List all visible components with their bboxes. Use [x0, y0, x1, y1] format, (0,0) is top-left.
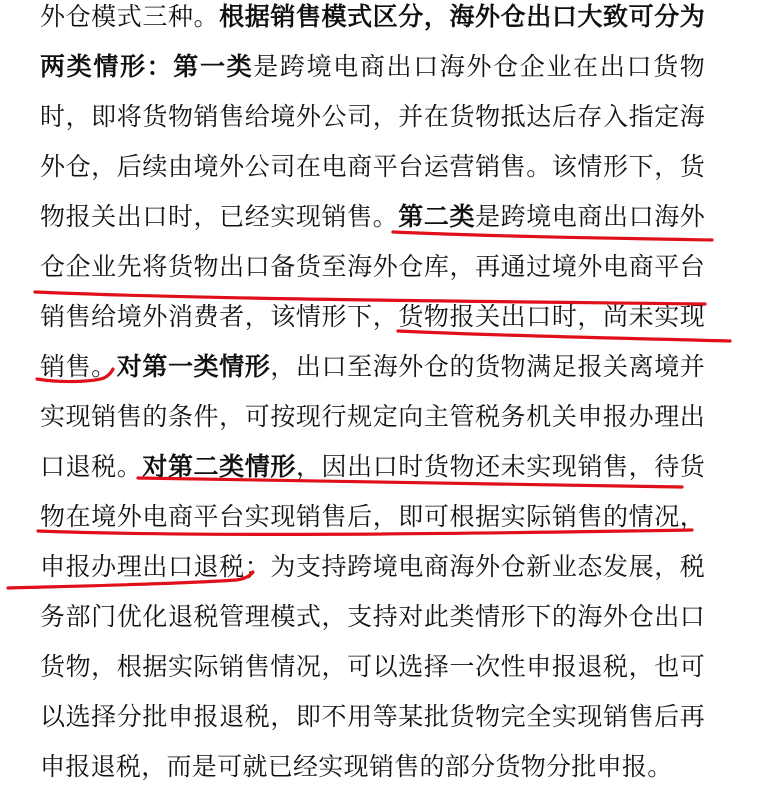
text-line	[40, 742, 705, 792]
text-segment: 仓企业先将货物出口备货至海外仓库，再通过境外电商平台	[40, 252, 705, 281]
text-segment: ，出口至海外仓的货物满足报关离境并	[270, 352, 705, 381]
document-paragraph	[40, 0, 705, 792]
text-segment: 以选择分批申报退税，即不用等某批货物完全实现销售后再	[40, 702, 705, 731]
text-line	[40, 642, 705, 692]
bold-text-segment: 第二类	[398, 202, 476, 231]
text-segment: 申报退税，而是可就已经实现销售的部分货物分批申报。	[40, 752, 673, 781]
text-line	[40, 392, 705, 442]
text-line	[40, 42, 705, 92]
text-segment: 货物，根据实际销售情况，可以选择一次性申报退税，也可	[40, 652, 705, 681]
text-line	[40, 192, 705, 242]
text-line	[40, 0, 705, 42]
text-line	[40, 92, 705, 142]
text-segment: 销售给境外消费者，该情形下，货物报关出口时，尚未实现	[40, 302, 705, 331]
text-line	[40, 142, 705, 192]
bold-text-segment: 对第一类情形	[116, 352, 271, 381]
text-segment: 申报办理出口退税；为支持跨境电商海外仓新业态发展，税	[40, 552, 705, 581]
bold-text-segment: 两类情形：第一类	[40, 52, 254, 81]
text-line	[40, 592, 705, 642]
text-line	[40, 542, 705, 592]
text-segment: 是跨境电商出口海外	[475, 202, 705, 231]
text-segment: 外仓，后续由境外公司在电商平台运营销售。该情形下，货	[40, 152, 705, 181]
bold-text-segment: 对第二类情形	[142, 452, 296, 481]
text-segment: 时，即将货物销售给境外公司，并在货物抵达后存入指定海	[40, 102, 705, 131]
text-segment: 销售。	[40, 352, 117, 381]
text-segment: 是跨境电商出口海外仓企业在出口货物	[253, 52, 705, 81]
text-segment: 务部门优化退税管理模式，支持对此类情形下的海外仓出口	[40, 602, 705, 631]
text-line	[40, 492, 705, 542]
text-line	[40, 442, 705, 492]
text-line	[40, 242, 705, 292]
text-segment: 实现销售的条件，可按现行规定向主管税务机关申报办理出	[40, 402, 705, 431]
text-segment: 物报关出口时，已经实现销售。	[40, 202, 399, 231]
text-segment: 口退税。	[40, 452, 143, 481]
text-line	[40, 692, 705, 742]
text-segment: ，因出口时货物还未实现销售，待货	[295, 452, 705, 481]
text-line	[40, 342, 705, 392]
bold-text-segment: 根据销售模式区分，海外仓出口大致可分为	[219, 2, 705, 31]
text-segment: 物在境外电商平台实现销售后，即可根据实际销售的情况，	[40, 502, 705, 531]
text-segment: 外仓模式三种。	[40, 2, 220, 31]
text-line	[40, 292, 705, 342]
